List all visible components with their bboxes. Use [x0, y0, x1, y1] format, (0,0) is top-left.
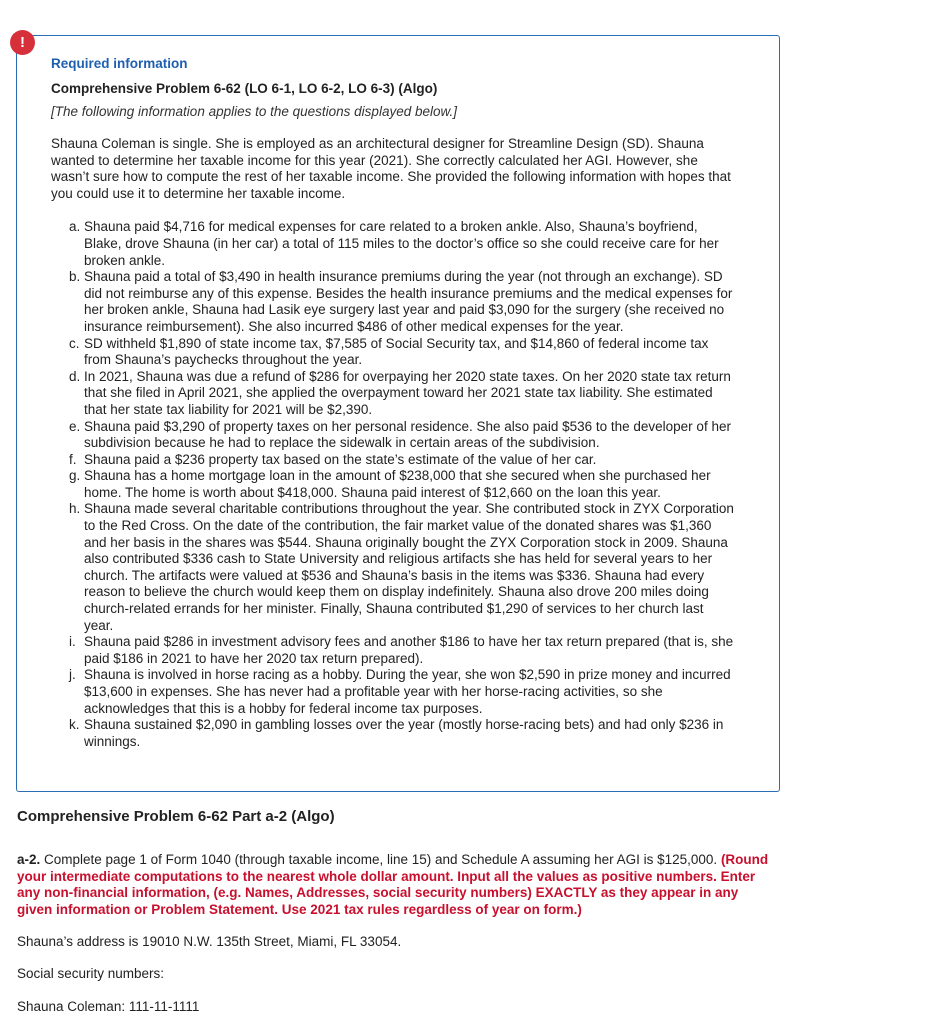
- list-item-text: Shauna paid $4,716 for medical expenses for care related to a broken ankle. Also, Shauna’s boyfriend, Blake, drove Shauna (in her car) a total of 115 miles to the doctor’s office so she could receive care for her broken ankle.: [84, 219, 719, 268]
- list-marker: h.: [69, 501, 81, 517]
- list-item: [69, 336, 735, 369]
- question-text: Complete page 1 of Form 1040 (through taxable income, line 15) and Schedule A assuming her AGI is $125,000.: [40, 852, 721, 867]
- question-paragraph: [17, 852, 777, 918]
- list-marker: i.: [69, 634, 76, 650]
- question-block: [17, 852, 777, 918]
- list-marker: a.: [69, 219, 81, 235]
- list-item: [69, 419, 735, 452]
- list-item-text: Shauna paid a $236 property tax based on the state’s estimate of the value of her car.: [84, 451, 597, 467]
- list-item-text: Shauna paid a total of $3,490 in health insurance premiums during the year (not through an exchange). SD did not reimburse any of this expense. Besides the health insurance premiums and the medical expenses for her broken ankle, Shauna had Lasik eye surgery last year and paid $3,090 for the surgery (she received no insurance reimbursement). She also incurred $486 of other medical expenses for the year.: [84, 269, 733, 334]
- list-item-text: Shauna has a home mortgage loan in the amount of $238,000 that she secured when she purchased her home. The home is worth about $418,000. Shauna paid interest of $12,660 on the loan this year.: [84, 468, 711, 500]
- ssn-line: Shauna Coleman: 111-11-1111: [17, 999, 200, 1014]
- required-information-heading: Required information: [51, 56, 188, 71]
- question-label: a-2.: [17, 852, 41, 867]
- list-item: [69, 667, 735, 717]
- list-item: [69, 501, 735, 634]
- list-marker: k.: [69, 717, 80, 733]
- intro-paragraph: Shauna Coleman is single. She is employed as an architectural designer for Streamline Design (SD). Shauna wanted to determine her taxable income for this year (2021). She correctly calculated her AGI. However, she wasn’t sure how to compute the rest of her taxable income. She provided the following information with hopes that you could use it to determine her taxable income.: [51, 136, 731, 201]
- problem-title: Comprehensive Problem 6-62 (LO 6-1, LO 6-2, LO 6-3) (Algo): [51, 81, 438, 96]
- list-marker: g.: [69, 468, 81, 484]
- list-item: [69, 634, 735, 667]
- list-item-text: SD withheld $1,890 of state income tax, $7,585 of Social Security tax, and $14,860 of federal income tax from Shauna’s paychecks throughout the year.: [84, 335, 709, 368]
- list-item-text: Shauna made several charitable contributions throughout the year. She contributed stock in ZYX Corporation to the Red Cross. On the date of the contribution, the fair market value of the donated shares was $1,360 and her basis in the shares was $544. Shauna originally bought the ZYX Corporation stock in 2009. Shauna also contributed $336 cash to State University and religious artifacts she has held for several years to her church. The artifacts were valued at $536 and Shauna’s basis in the items was $336. Shauna had every reason to believe the church would keep them on display indefinitely. Shauna also drove 200 miles doing church-related errands for her minister. Finally, Shauna contributed $1,290 of services to her church last year.: [84, 501, 734, 633]
- list-item: [69, 717, 735, 750]
- list-item-text: Shauna paid $3,290 of property taxes on her personal residence. She also paid $536 to the developer of her subdivision because he had to replace the sidewalk in certain areas of the subdivision.: [84, 418, 731, 451]
- list-item: [69, 219, 735, 269]
- list-item: [69, 468, 735, 501]
- list-marker: f.: [69, 451, 77, 467]
- question-instructions: (Round your intermediate computations to the nearest whole dollar amount. Input all the values as positive numbers. Enter any non-financial information, (e.g. Names, Addresses, social security numbers) EXACTLY as they appear in any given information or Problem Statement. Use 2021 tax rules regardless of year on form.): [17, 852, 769, 917]
- list-item-text: In 2021, Shauna was due a refund of $286 for overpaying her 2020 state taxes. On her 2020 state tax return that she filed in April 2021, she applied the overpayment toward her 2021 state tax liability. She estimated that her state tax liability for 2021 will be $2,390.: [84, 368, 731, 417]
- applies-note: [The following information applies to the questions displayed below.]: [51, 104, 457, 119]
- address-line: Shauna’s address is 19010 N.W. 135th Street, Miami, FL 33054.: [17, 934, 402, 949]
- required-information-panel: [16, 35, 780, 792]
- ssn-heading: Social security numbers:: [17, 966, 165, 981]
- part-title: Comprehensive Problem 6-62 Part a-2 (Algo): [17, 808, 335, 825]
- list-marker: c.: [69, 335, 80, 351]
- list-item: [69, 452, 735, 469]
- list-item: [69, 369, 735, 419]
- facts-list: [51, 219, 745, 750]
- list-marker: e.: [69, 418, 81, 434]
- list-item-text: Shauna paid $286 in investment advisory fees and another $186 to have her tax return prepared (that is, she paid $186 in 2021 to have her 2020 tax return prepared).: [84, 634, 734, 666]
- exclamation-icon: !: [10, 30, 35, 55]
- list-item: [69, 269, 735, 335]
- list-item-text: Shauna is involved in horse racing as a hobby. During the year, she won $2,590 in prize money and incurred $13,600 in expenses. She has never had a profitable year with her horse-racing activities, so she acknowledges that this is a hobby for federal income tax purposes.: [84, 667, 731, 716]
- list-item-text: Shauna sustained $2,090 in gambling losses over the year (mostly horse-racing bets) and had only $236 in winnings.: [84, 717, 724, 749]
- list-marker: b.: [69, 269, 81, 285]
- list-marker: j.: [69, 667, 76, 683]
- list-marker: d.: [69, 368, 81, 384]
